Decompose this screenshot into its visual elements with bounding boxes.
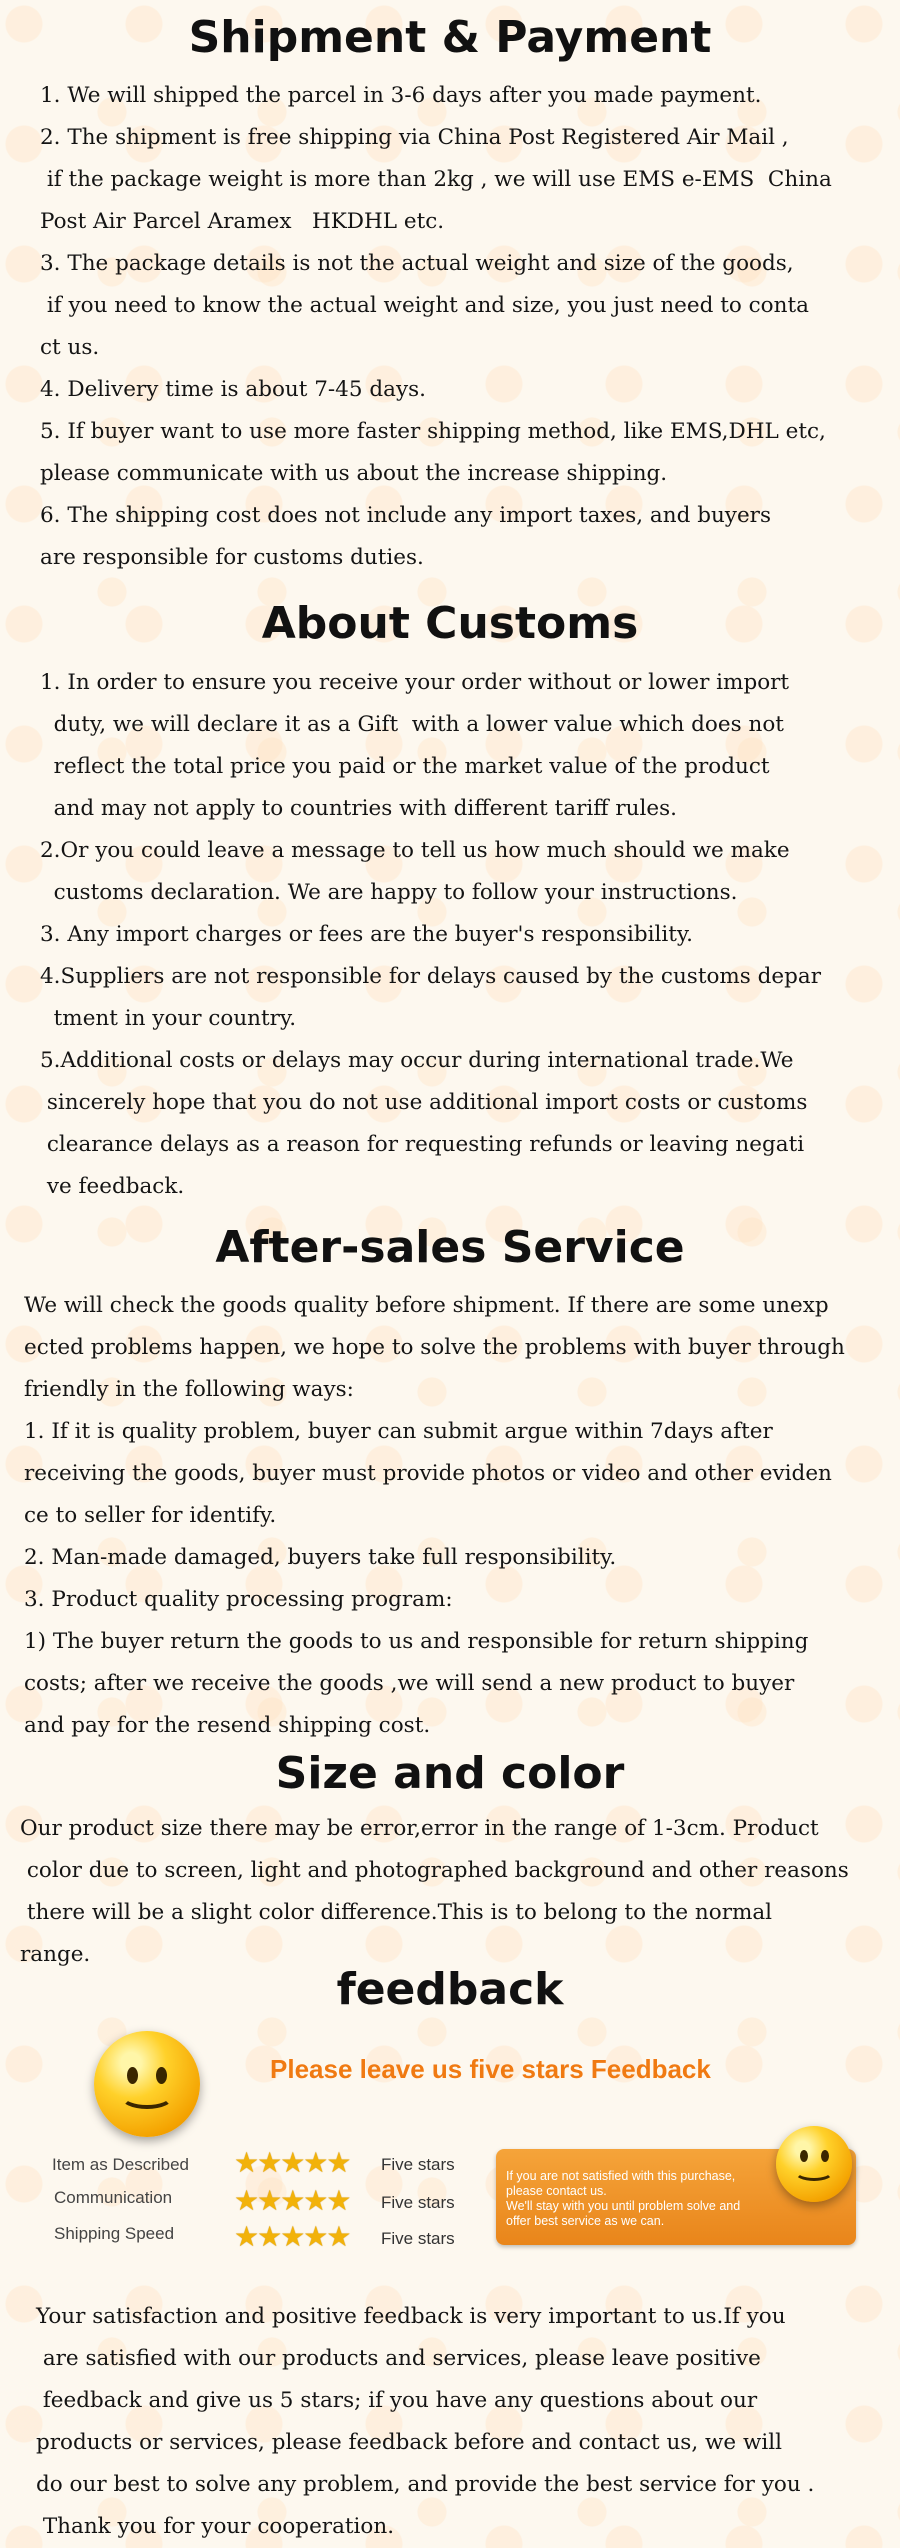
size-text xyxy=(20,1808,849,1976)
customs-line: reflect the total price you paid or the market value of the product xyxy=(40,754,770,779)
feedback-line: do our best to solve any problem, and provide the best service for you . xyxy=(36,2472,815,2497)
aftersales-line: ected problems happen, we hope to solve the problems with buyer through xyxy=(24,1335,845,1360)
customs-text xyxy=(40,662,821,1208)
customs-line: and may not apply to countries with different tariff rules. xyxy=(40,796,677,821)
shipment-line: if the package weight is more than 2kg , we will use EMS e-EMS China xyxy=(40,167,832,192)
shipment-line: please communicate with us about the increase shipping. xyxy=(40,461,668,486)
rating-label-communication: Communication xyxy=(54,2188,173,2207)
feedback-text xyxy=(36,2296,814,2548)
shipment-line: 1. We will shipped the parcel in 3-6 days after you made payment. xyxy=(40,83,762,108)
shipment-line: 6. The shipping cost does not include any import taxes, and buyers xyxy=(40,503,771,528)
aftersales-line: friendly in the following ways: xyxy=(24,1377,354,1402)
aftersales-line: 1) The buyer return the goods to us and responsible for return shipping xyxy=(24,1629,809,1654)
shipment-line: 2. The shipment is free shipping via China Post Registered Air Mail , xyxy=(40,125,789,150)
customs-line: ve feedback. xyxy=(40,1174,185,1199)
notice-line: We'll stay with you until problem solve and xyxy=(506,2199,741,2213)
customs-line: duty, we will declare it as a Gift with a lower value which does not xyxy=(40,712,784,737)
shipment-line: are responsible for customs duties. xyxy=(40,545,424,570)
shipment-line: 3. The package details is not the actual weight and size of the goods, xyxy=(40,251,794,276)
feedback-line: feedback and give us 5 stars; if you have any questions about our xyxy=(36,2388,758,2413)
smiley-face-icon xyxy=(94,2031,200,2137)
aftersales-line: 2. Man-made damaged, buyers take full responsibility. xyxy=(24,1545,617,1570)
feedback-line: are satisfied with our products and services, please leave positive xyxy=(36,2346,761,2371)
customs-line: 3. Any import charges or fees are the buyer's responsibility. xyxy=(40,922,693,947)
rating-label-shipping: Shipping Speed xyxy=(54,2224,175,2243)
aftersales-line: ce to seller for identify. xyxy=(24,1503,277,1528)
shipment-text xyxy=(40,75,832,579)
aftersales-line: 3. Product quality processing program: xyxy=(24,1587,453,1612)
aftersales-line: and pay for the resend shipping cost. xyxy=(24,1713,431,1738)
feedback-line: products or services, please feedback before and contact us, we will xyxy=(36,2430,782,2455)
feedback-banner-text: Please leave us five stars Feedback xyxy=(270,2054,711,2084)
five-stars-icon: ★★★★★ xyxy=(234,2146,350,2179)
rating-text-item: Five stars xyxy=(381,2155,455,2174)
aftersales-line: 1. If it is quality problem, buyer can submit argue within 7days after xyxy=(24,1419,773,1444)
size-line: color due to screen, light and photographed background and other reasons xyxy=(20,1858,849,1883)
aftersales-text xyxy=(24,1285,845,1747)
shipment-line: 4. Delivery time is about 7-45 days. xyxy=(40,377,426,402)
aftersales-line: receiving the goods, buyer must provide photos or video and other eviden xyxy=(24,1461,832,1486)
rating-text-shipping: Five stars xyxy=(381,2229,455,2248)
feedback-heading: feedback xyxy=(336,1964,564,2015)
customs-line: 4.Suppliers are not responsible for delays caused by the customs depar xyxy=(40,964,822,989)
aftersales-heading: After-sales Service xyxy=(215,1222,685,1273)
customs-line: sincerely hope that you do not use additional import costs or customs xyxy=(40,1090,808,1115)
size-heading: Size and color xyxy=(275,1748,625,1799)
five-stars-icon: ★★★★★ xyxy=(234,2184,350,2217)
shipment-line: 5. If buyer want to use more faster shipping method, like EMS,DHL etc, xyxy=(40,419,826,444)
shipment-line: if you need to know the actual weight and size, you just need to conta xyxy=(40,293,809,318)
customs-line: tment in your country. xyxy=(40,1006,297,1031)
notice-line: please contact us. xyxy=(506,2184,607,2198)
aftersales-line: costs; after we receive the goods ,we will send a new product to buyer xyxy=(24,1671,795,1696)
customs-line: customs declaration. We are happy to follow your instructions. xyxy=(40,880,738,905)
aftersales-line: We will check the goods quality before shipment. If there are some unexp xyxy=(24,1293,829,1318)
notice-line: offer best service as we can. xyxy=(506,2214,665,2228)
feedback-line: Thank you for your cooperation. xyxy=(36,2514,395,2539)
smiley-face-icon xyxy=(776,2126,852,2202)
customs-line: clearance delays as a reason for requesting refunds or leaving negati xyxy=(40,1132,805,1157)
shipment-heading: Shipment & Payment xyxy=(188,12,712,63)
shipment-line: Post Air Parcel Aramex HKDHL etc. xyxy=(40,209,445,234)
notice-line: If you are not satisfied with this purchase, xyxy=(506,2169,736,2183)
rating-text-communication: Five stars xyxy=(381,2193,455,2212)
size-line: there will be a slight color difference.This is to belong to the normal xyxy=(20,1900,773,1925)
five-stars-icon: ★★★★★ xyxy=(234,2220,350,2253)
customs-heading: About Customs xyxy=(261,598,639,649)
size-line: range. xyxy=(20,1942,91,1967)
customs-line: 2.Or you could leave a message to tell us how much should we make xyxy=(40,838,790,863)
customs-line: 5.Additional costs or delays may occur during international trade.We xyxy=(40,1048,794,1073)
size-line: Our product size there may be error,error in the range of 1-3cm. Product xyxy=(20,1816,819,1841)
rating-label-item: Item as Described xyxy=(52,2155,189,2174)
customs-line: 1. In order to ensure you receive your order without or lower import xyxy=(40,670,790,695)
feedback-line: Your satisfaction and positive feedback is very important to us.If you xyxy=(36,2304,786,2329)
shipment-line: ct us. xyxy=(40,335,100,360)
